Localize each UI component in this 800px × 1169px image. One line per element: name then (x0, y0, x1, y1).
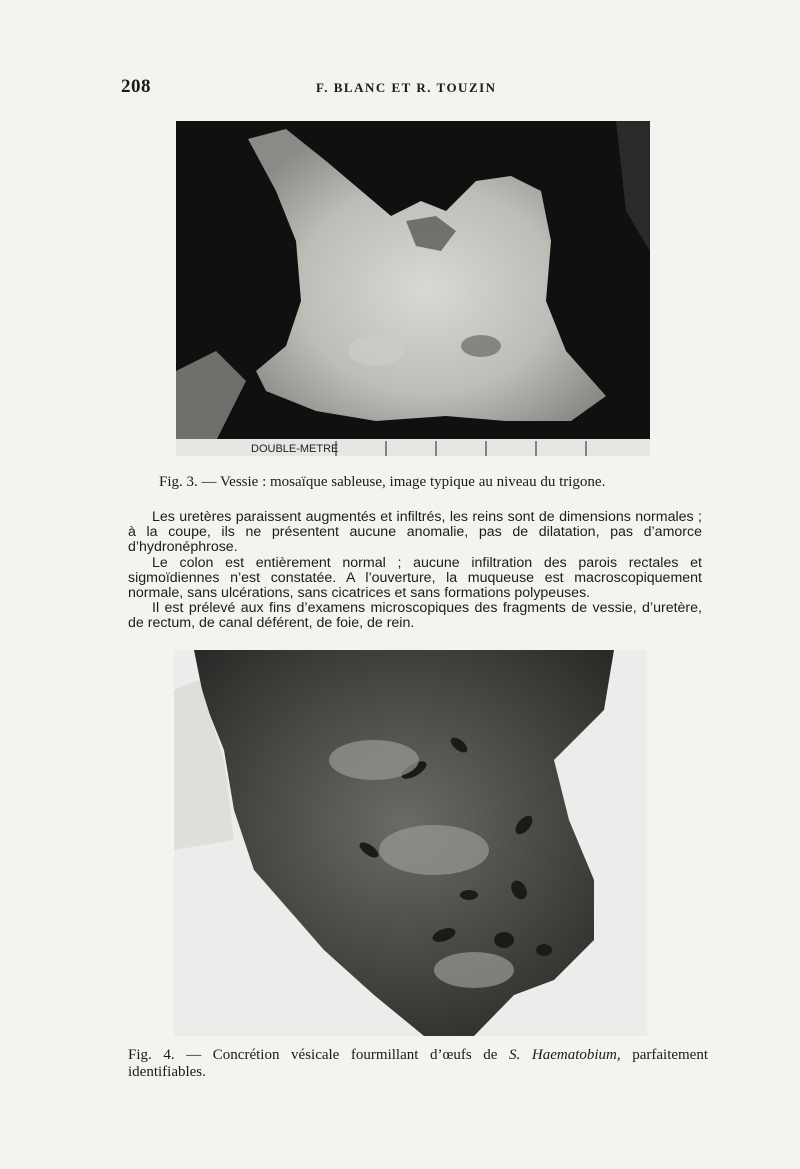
figure-4-caption-end: parfaitement identifiables. (128, 1047, 709, 1080)
paragraph-2: Le colon est entièrement normal ; aucune infiltration des parois rectales et sigmoïdiennes n’est constatée. A l’ouverture, la muqueuse est macroscopiquement normale, sans ulcérations, sans cicatrices et sans formations polypeuses. (128, 554, 702, 602)
figure-4-photo (174, 650, 647, 1036)
paragraph-3: Il est prélevé aux fins d’examens microscopiques des fragments de vessie, d’uretère, de rectum, de canal déférent, de foie, de rein. (128, 600, 702, 632)
body-text (128, 510, 702, 632)
figure-4-image (174, 650, 647, 1036)
species-name: S. Haematobium, (509, 1047, 621, 1063)
paragraph-1: Les uretères paraissent augmentés et infiltrés, les reins sont de dimensions normales ; à la coupe, ils ne présentent aucune anomalie, pas de dilatation, pas d’amorce d’hydronéphrose. (128, 509, 702, 556)
running-head: F. BLANC ET R. TOUZIN (316, 80, 497, 95)
ruler-label: DOUBLE-METRE (251, 443, 339, 455)
figure-4-caption-text: Concrétion vésicale fourmillant d’œufs de (212, 1047, 498, 1063)
figure-3-label: Fig. 3. — (159, 474, 217, 490)
figure-4-label: Fig. 4. — (128, 1047, 202, 1063)
figure-3-caption (159, 474, 679, 491)
figure-3-image (176, 121, 650, 456)
figure-3-photo (176, 121, 650, 456)
page-number: 208 (121, 76, 151, 97)
figure-3-caption-text: Vessie : mosaïque sableuse, image typique au niveau du trigone. (220, 474, 606, 490)
figure-4-caption (128, 1047, 708, 1081)
